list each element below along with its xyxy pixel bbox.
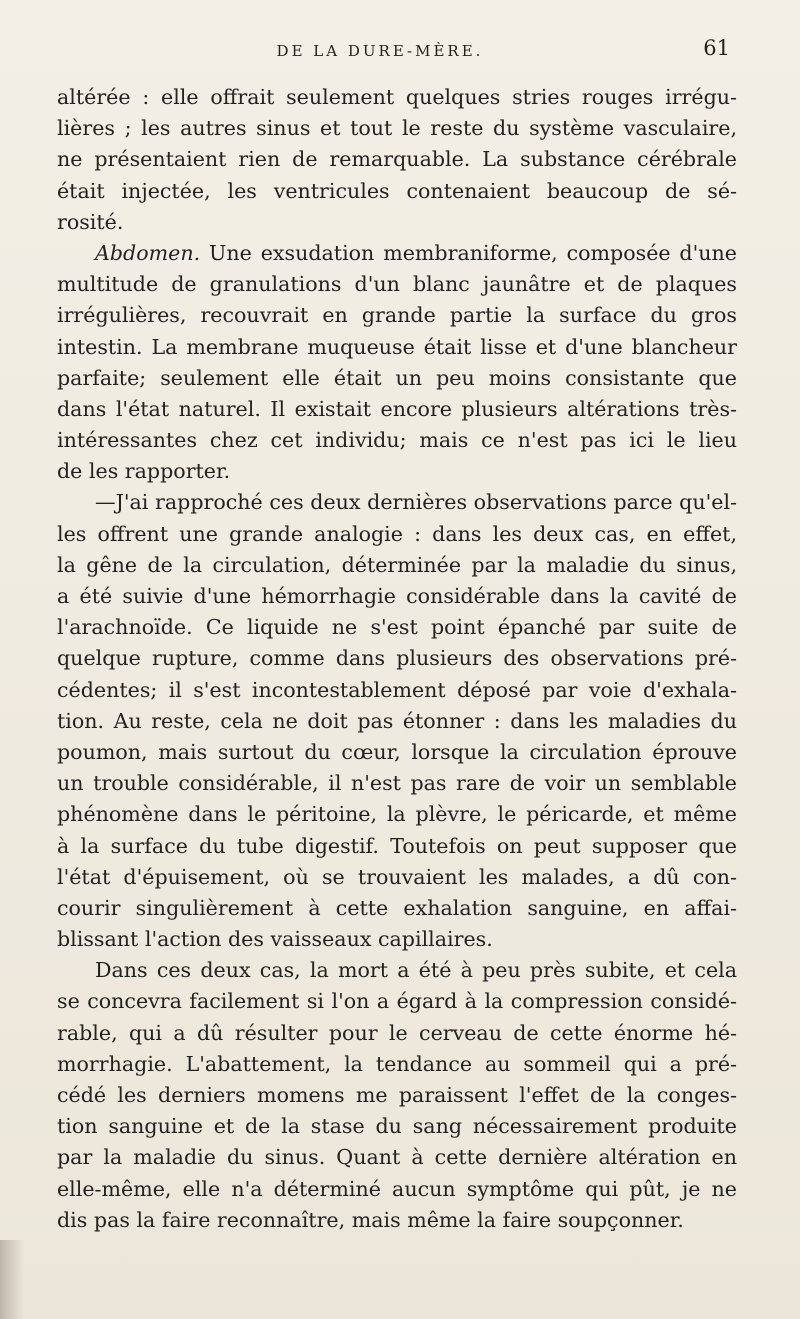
text-line: ne présentaient rien de remarquable. La substance cérébrale	[57, 147, 737, 172]
text-line: par la maladie du sinus. Quant à cette dernière altération en	[57, 1145, 737, 1170]
body-text	[57, 82, 737, 1236]
text-line: elle-même, elle n'a déterminé aucun symptôme qui pût, je ne	[57, 1176, 737, 1201]
page-number: 61	[703, 36, 730, 60]
text-line: poumon, mais surtout du cœur, lorsque la circulation éprouve	[57, 739, 737, 764]
text-line: parfaite; seulement elle était un peu moins consistante que	[57, 365, 737, 390]
abdomen-line-rest: Une exsudation membraniforme, composée d'une	[200, 240, 737, 265]
page-edge-shadow	[0, 1240, 24, 1319]
text-line: l'état d'épuisement, où se trouvaient les malades, a dû con-	[57, 864, 737, 889]
text-line: Dans ces deux cas, la mort a été à peu près subite, et cela	[95, 958, 737, 983]
text-line: irrégulières, recouvrait en grande partie la surface du gros	[57, 303, 737, 328]
text-line: blissant l'action des vaisseaux capillaires.	[57, 927, 493, 952]
text-line: cédé les derniers momens me paraissent l'effet de la conges-	[57, 1083, 737, 1107]
text-line: rosité.	[57, 209, 124, 234]
text-line: morrhagie. L'abattement, la tendance au sommeil qui a pré-	[57, 1051, 737, 1076]
text-line: les offrent une grande analogie : dans les deux cas, en effet,	[57, 521, 737, 546]
text-line-abdomen	[57, 238, 737, 269]
text-line: de les rapporter.	[57, 459, 231, 484]
running-title: DE LA DURE-MÈRE.	[276, 42, 484, 60]
text-line: intéressantes chez cet individu; mais ce n'est pas ici le lieu	[57, 428, 737, 453]
text-line: multitude de granulations d'un blanc jaunâtre et de plaques	[57, 272, 737, 297]
text-line: à la surface du tube digestif. Toutefois on peut supposer que	[57, 833, 737, 858]
text-line: la gêne de la circulation, déterminée par la maladie du sinus,	[57, 552, 737, 577]
text-line: un trouble considérable, il n'est pas rare de voir un semblable	[57, 771, 737, 796]
text-line: intestin. La membrane muqueuse était lisse et d'une blancheur	[57, 334, 737, 359]
text-line: dis pas la faire reconnaître, mais même la faire soupçonner.	[57, 1207, 684, 1232]
text-line: a été suivie d'une hémorrhagie considérable dans la cavité de	[57, 584, 737, 608]
text-line: rable, qui a dû résulter pour le cerveau de cette énorme hé-	[57, 1020, 737, 1045]
text-line: —J'ai rapproché ces deux dernières observations parce qu'el-	[95, 490, 737, 515]
text-line: cédentes; il s'est incontestablement déposé par voie d'exhala-	[57, 677, 737, 702]
text-line: lières ; les autres sinus et tout le reste du système vasculaire,	[57, 116, 737, 141]
text-line: tion sanguine et de la stase du sang nécessairement produite	[57, 1114, 737, 1139]
text-line: était injectée, les ventricules contenaient beaucoup de sé-	[57, 178, 737, 203]
text-line: phénomène dans le péritoine, la plèvre, le péricarde, et même	[57, 802, 737, 827]
abdomen-heading: Abdomen.	[95, 240, 201, 265]
text-line: quelque rupture, comme dans plusieurs des observations pré-	[57, 646, 737, 671]
text-line: courir singulièrement à cette exhalation sanguine, en affai-	[57, 895, 737, 920]
running-head	[0, 34, 800, 64]
text-line: dans l'état naturel. Il existait encore plusieurs altérations très-	[57, 396, 737, 421]
text-line: altérée : elle offrait seulement quelques stries rouges irrégu-	[57, 85, 737, 109]
text-line: se concevra facilement si l'on a égard à la compression considé-	[57, 989, 737, 1014]
text-line: l'arachnoïde. Ce liquide ne s'est point épanché par suite de	[57, 615, 737, 640]
text-line: tion. Au reste, cela ne doit pas étonner : dans les maladies du	[57, 708, 737, 733]
